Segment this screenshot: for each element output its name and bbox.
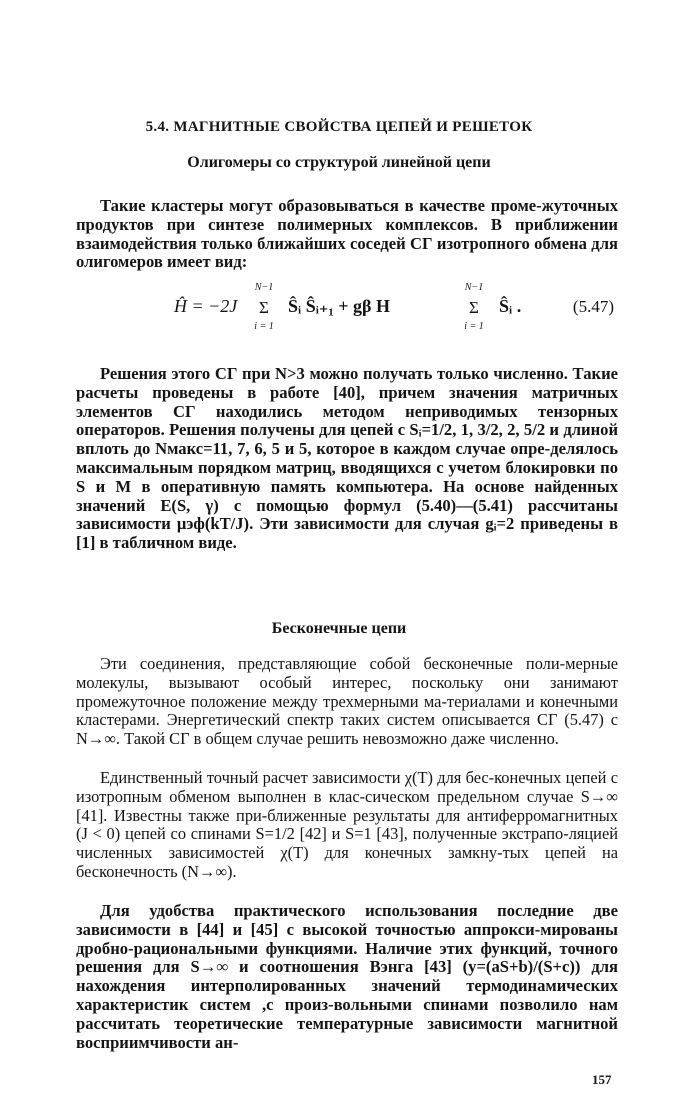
paragraph-intro: Такие кластеры могут образовываться в качестве проме-жуточных продуктов при синтезе полимерных комплексов. В приближении взаимодействия только ближайших соседей СГ изотропного обмена для олигомеров имеет вид: <box>76 196 618 272</box>
equation-5-47 <box>76 276 618 338</box>
sum2-upper-limit: N−1 <box>464 282 484 293</box>
page-number: 157 <box>592 1072 612 1087</box>
paragraph-infinite-chains: Эти соединения, представляющие собой бесконечные поли-мерные молекулы, вызывают особый интерес, поскольку они занимают промежуточное положение между трехмерными ма-териалами и конечными кластерами. Энергетический спектр таких систем описывается СГ (5.47) с N→∞. Такой СГ в общем случае решить невозможно даже численно. <box>76 654 618 749</box>
sum2-sigma: Σ <box>469 298 479 317</box>
sum1-upper-limit: N−1 <box>254 282 274 293</box>
equation-term1: Ŝᵢ Ŝᵢ₊₁ + gβ H <box>288 296 391 316</box>
sum1-lower-limit: i = 1 <box>254 321 274 332</box>
paragraph-exact-calculation: Единственный точный расчет зависимости χ(T) для бес-конечных цепей с изотропным обменом выполнен в клас-сическом предельном случае S→∞ [41]. Известны также при-ближенные результаты для антиферромагнитных (J < 0) цепей со спинами S=1/2 [42] и S=1 [43], полученные экстрапо-ляцией численных зависимостей χ(T) для конечных замкну-тых цепей на бесконечность (N→∞). <box>76 768 618 881</box>
equation-term2: Ŝᵢ . <box>499 296 522 316</box>
subsection-title-infinite-chains: Бесконечные цепи <box>271 620 407 637</box>
sum2-lower-limit: i = 1 <box>464 321 484 332</box>
sum1-sigma: Σ <box>259 298 269 317</box>
paragraph-oligomer-solutions: Решения этого СГ при N>3 можно получать только численно. Такие расчеты проведены в работе [40], причем значения матричных элементов СГ находились методом неприводимых тензорных операторов. Решения получены для цепей с Sᵢ=1/2, 1, 3/2, 2, 5/2 и длиной вплоть до Nмакс=11, 7, 6, 5 и 5, которое в каждом случае опре-делялось максимальным порядком матриц, вводящихся с учетом блокировки по S и M в оперативную память компьютера. На основе найденных значений E(S, γ) с помощью формул (5.40)—(5.41) рассчитаны зависимости μэф(kT/J). Эти зависимости для случая gᵢ=2 приведены в [1] в табличном виде. <box>76 364 618 553</box>
subsection-title-oligomers: Олигомеры со структурой линейной цепи <box>187 154 491 171</box>
equation-number: (5.47) <box>572 297 614 316</box>
section-title: 5.4. МАГНИТНЫЕ СВОЙСТВА ЦЕПЕЙ И РЕШЕТОК <box>145 119 533 135</box>
equation-lhs: Ĥ = −2J <box>174 296 238 316</box>
paragraph-approximation: Для удобства практического использования последние две зависимости в [44] и [45] с высокой точностью аппрокси-мированы дробно-рациональными функциями. Наличие этих функций, точного решения для S→∞ и соотношения Вэнга [43] (y=(aS+b)/(S+c)) для нахождения интерполированных значений термодинамических характеристик систем ,с произ-вольными спинами позволило нам рассчитать теоретические температурные зависимости магнитной восприимчивости ан- <box>76 901 618 1052</box>
